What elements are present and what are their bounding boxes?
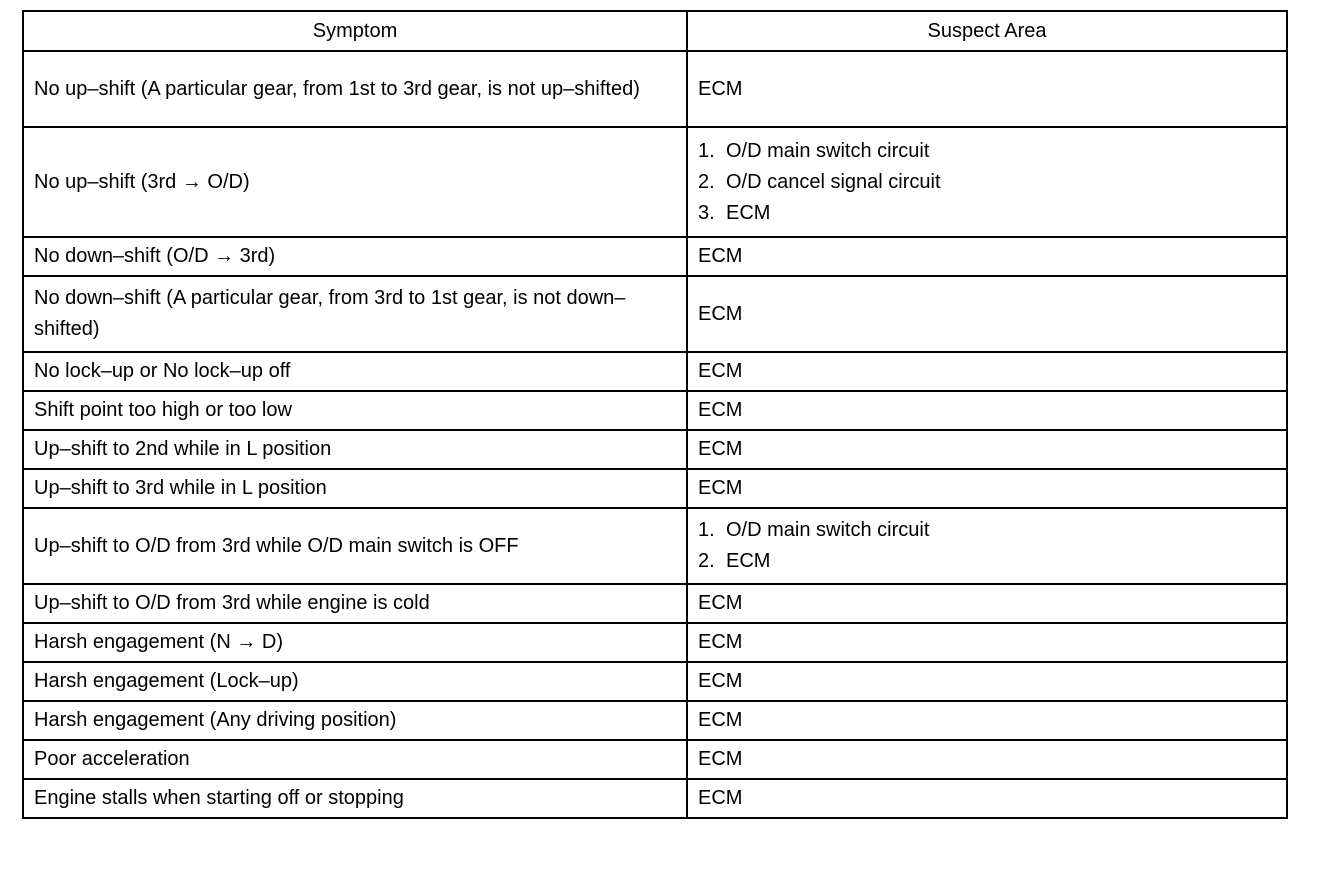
symptom-cell: Harsh engagement (Lock–up) — [23, 662, 687, 701]
table-row — [23, 662, 1287, 701]
table-row — [23, 127, 1287, 237]
suspect-area-item — [698, 167, 1276, 198]
suspect-area-cell: ECM — [687, 740, 1287, 779]
suspect-area-item — [698, 198, 1276, 229]
table-row — [23, 51, 1287, 127]
symptom-table-sheet — [22, 10, 1286, 819]
table-row — [23, 276, 1287, 352]
suspect-area-item — [698, 546, 1276, 577]
list-number: 2. — [698, 170, 715, 193]
suspect-area-text: O/D main switch circuit — [726, 139, 930, 162]
table-row — [23, 469, 1287, 508]
table-row — [23, 391, 1287, 430]
symptom-suspect-table — [22, 10, 1288, 819]
table-row — [23, 352, 1287, 391]
suspect-area-item — [698, 136, 1276, 167]
list-number: 1. — [698, 139, 715, 162]
symptom-cell: No down–shift (O/D → 3rd) — [23, 237, 687, 276]
suspect-area-cell: ECM — [687, 430, 1287, 469]
suspect-area-cell: ECM — [687, 584, 1287, 623]
symptom-cell: Engine stalls when starting off or stopping — [23, 779, 687, 818]
table-row — [23, 430, 1287, 469]
suspect-area-cell: ECM — [687, 51, 1287, 127]
suspect-area-text: ECM — [726, 201, 771, 224]
suspect-area-cell — [687, 127, 1287, 237]
header-suspect-area: Suspect Area — [687, 11, 1287, 51]
symptom-cell: Shift point too high or too low — [23, 391, 687, 430]
suspect-area-cell: ECM — [687, 701, 1287, 740]
symptom-cell: Poor acceleration — [23, 740, 687, 779]
symptom-cell: Up–shift to O/D from 3rd while O/D main switch is OFF — [23, 508, 687, 584]
symptom-cell: No down–shift (A particular gear, from 3rd to 1st gear, is not down–shifted) — [23, 276, 687, 352]
suspect-area-cell: ECM — [687, 469, 1287, 508]
symptom-cell: Harsh engagement (Any driving position) — [23, 701, 687, 740]
suspect-area-list — [698, 515, 1276, 577]
table-row — [23, 237, 1287, 276]
table-body — [23, 51, 1287, 818]
suspect-area-text: ECM — [726, 550, 771, 572]
symptom-cell: No up–shift (3rd → O/D) — [23, 127, 687, 237]
symptom-cell: Harsh engagement (N → D) — [23, 623, 687, 662]
symptom-cell: Up–shift to 2nd while in L position — [23, 430, 687, 469]
table-row — [23, 584, 1287, 623]
symptom-cell: Up–shift to 3rd while in L position — [23, 469, 687, 508]
symptom-cell: Up–shift to O/D from 3rd while engine is cold — [23, 584, 687, 623]
header-symptom: Symptom — [23, 11, 687, 51]
suspect-area-cell: ECM — [687, 237, 1287, 276]
suspect-area-cell: ECM — [687, 391, 1287, 430]
suspect-area-cell: ECM — [687, 662, 1287, 701]
suspect-area-text: O/D cancel signal circuit — [726, 170, 941, 193]
suspect-area-cell: ECM — [687, 623, 1287, 662]
table-row — [23, 779, 1287, 818]
table-row — [23, 623, 1287, 662]
table-row — [23, 508, 1287, 584]
list-number: 1. — [698, 519, 715, 541]
suspect-area-cell: ECM — [687, 276, 1287, 352]
table-row — [23, 701, 1287, 740]
suspect-area-cell — [687, 508, 1287, 584]
table-row — [23, 740, 1287, 779]
suspect-area-text: O/D main switch circuit — [726, 519, 930, 541]
suspect-area-list — [698, 136, 1276, 229]
list-number: 3. — [698, 201, 715, 224]
suspect-area-cell: ECM — [687, 352, 1287, 391]
suspect-area-item — [698, 515, 1276, 546]
table-header-row — [23, 11, 1287, 51]
symptom-cell: No lock–up or No lock–up off — [23, 352, 687, 391]
list-number: 2. — [698, 550, 715, 572]
symptom-cell: No up–shift (A particular gear, from 1st to 3rd gear, is not up–shifted) — [23, 51, 687, 127]
suspect-area-cell: ECM — [687, 779, 1287, 818]
